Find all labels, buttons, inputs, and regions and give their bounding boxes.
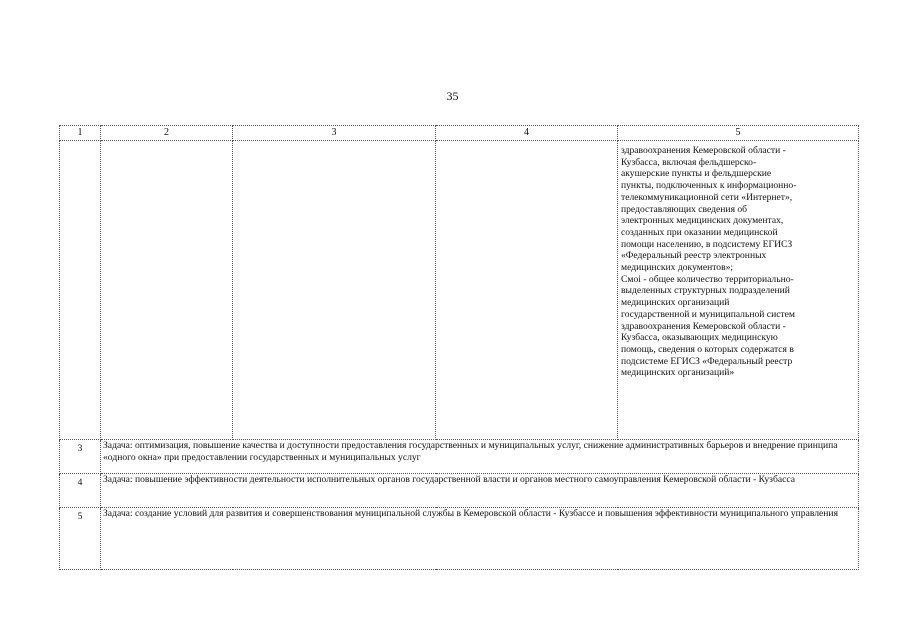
text-line: созданных при оказании медицинской (621, 226, 778, 238)
text-line: выделенных структурных подразделений (621, 285, 790, 297)
task-text: Задача: создание условий для развития и совершенствования муниципальной службы в Кемеровской области - Кузбассе и повышения эффективности муниципального управления (101, 508, 859, 570)
header-cell-2: 2 (101, 126, 233, 141)
text-line: телекоммуникационной сети «Интернет», (621, 191, 793, 203)
table-header-row (60, 126, 859, 141)
table-cell-empty (60, 141, 101, 440)
page-number: 35 (446, 89, 459, 103)
task-text: Задача: повышение эффективности деятельности исполнительных органов государственной власти и органов местного самоуправления Кемеровской области - Кузбасса (101, 474, 859, 508)
table-row (60, 141, 859, 440)
table-row (60, 440, 859, 474)
text-line: здравоохранения Кемеровской области - (621, 145, 786, 156)
text-line: здравоохранения Кемеровской области - (621, 320, 786, 332)
table-cell-empty (233, 141, 436, 440)
header-cell-4: 4 (436, 126, 618, 141)
table-row (60, 474, 859, 508)
text-line: «Федеральный реестр электронных (621, 250, 767, 262)
row-number: 3 (60, 440, 101, 474)
text-line: Смоi - общее количество территориально- (621, 273, 794, 285)
text-line: медицинских документов»; (621, 262, 734, 274)
row-number: 5 (60, 508, 101, 570)
text-line: предоставляющих сведения об (621, 203, 748, 215)
text-line: Кузбасса, оказывающих медицинскую (621, 332, 778, 344)
text-line: Кузбасса, включая фельдшерско- (621, 156, 757, 168)
header-cell-5: 5 (618, 126, 859, 141)
text-line: подсистеме ЕГИСЗ «Федеральный реестр (621, 355, 793, 367)
table-cell-empty (436, 141, 618, 440)
row-number: 4 (60, 474, 101, 508)
task-text: Задача: оптимизация, повышение качества и доступности предоставления государственных и муниципальных услуг, снижение административных барьеров и внедрение принципа «одного окна» при предоставлении государственных и муниципальных услуг (101, 440, 859, 474)
header-cell-1: 1 (60, 126, 101, 141)
text-line: помощи населению, в подсистему ЕГИСЗ (621, 238, 793, 250)
text-line: государственной и муниципальной систем (621, 308, 795, 320)
table-row (60, 508, 859, 570)
header-cell-3: 3 (233, 126, 436, 141)
formula-description-cell (618, 141, 859, 440)
text-line: электронных медицинских документах, (621, 215, 784, 227)
indicators-table (59, 125, 859, 570)
text-line: медицинских организаций (621, 297, 730, 309)
text-line: акушерские пункты и фельдшерские (621, 168, 772, 180)
text-line: пункты, подключенных к информационно- (621, 180, 797, 192)
text-line: медицинских организаций» (621, 367, 735, 379)
table-cell-empty (101, 141, 233, 440)
text-line: помощь, сведения о которых содержатся в (621, 343, 794, 355)
